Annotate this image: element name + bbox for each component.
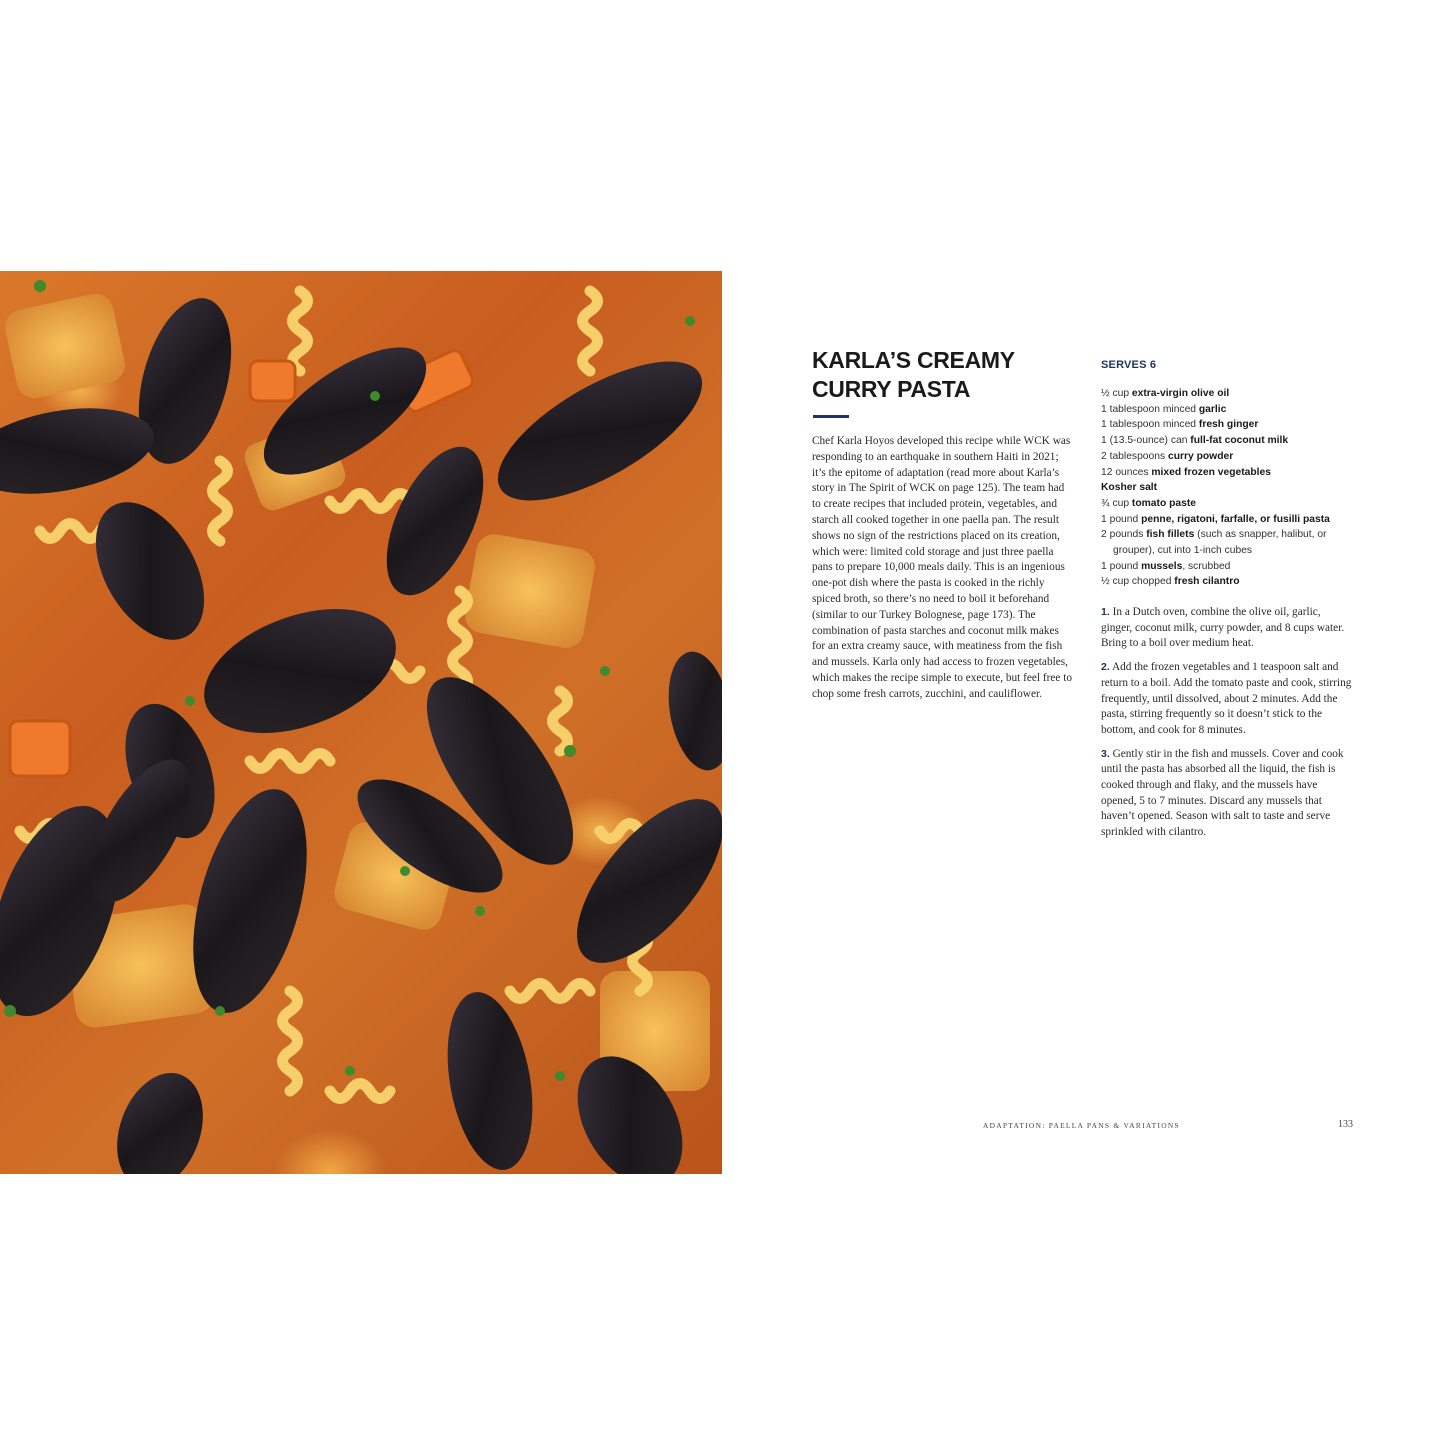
ingredient-item: 1 pound penne, rigatoni, farfalle, or fusilli pasta bbox=[1101, 513, 1330, 525]
method-steps bbox=[1101, 605, 1353, 849]
ingredient-item: 2 tablespoons curry powder bbox=[1101, 450, 1234, 462]
method-step: 2. Add the frozen vegetables and 1 teaspoon salt and return to a boil. Add the tomato paste and cook, stirring frequently, until dissolved, about 2 minutes. Add the pasta, stirring frequently so it doesn’t stick to the bottom, and cook for 8 minutes. bbox=[1101, 661, 1352, 736]
ingredient-item: ½ cup chopped fresh cilantro bbox=[1101, 576, 1240, 588]
ingredient-item: 1 (13.5-ounce) can full-fat coconut milk bbox=[1101, 435, 1289, 447]
dish-photo bbox=[0, 271, 722, 1174]
dish-illustration bbox=[0, 271, 722, 1174]
ingredient-item: ½ cup extra-virgin olive oil bbox=[1101, 388, 1230, 399]
ingredient-item: 1 pound mussels, scrubbed bbox=[1101, 560, 1231, 572]
serves-label: SERVES 6 bbox=[1101, 359, 1157, 371]
ingredient-item: ¾ cup tomato paste bbox=[1101, 497, 1197, 509]
method-step: 3. Gently stir in the fish and mussels. Cover and cook until the pasta has absorbed all the liquid, the fish is cooked through and flaky, and the mussels have opened, 5 to 7 minutes. Discard any mussels that haven’t opened. Season with salt to taste and serve sprinkled with cilantro. bbox=[1101, 747, 1344, 839]
recipe-title bbox=[812, 346, 1072, 404]
ingredient-item: Kosher salt bbox=[1101, 482, 1158, 494]
ingredient-list bbox=[1101, 386, 1351, 590]
title-rule bbox=[813, 415, 849, 418]
recipe-intro: Chef Karla Hoyos developed this recipe while WCK was responding to an earthquake in southern Haiti in 2021; it’s the epitome of adaptation (read more about Karla’s story in The Spirit of WCK on page 125). The team had to create recipes that included protein, vegetables, and starch all cooked together in one paella pan. The result shows no sign of the restrictions placed on its creation, which were: limited cold storage and just three paella pans to prepare 10,000 meals daily. This is an ingenious one-pot dish where the pasta is cooked in the richly spiced broth, so there’s no need to boil it beforehand (similar to our Turkey Bolognese, page 173). The combination of pasta starches and coconut milk makes for an extra creamy sauce, with meatiness from the fish and mussels. Karla only had access to frozen vegetables, which makes the recipe simple to execute, but feel free to chop some fresh carrots, zucchini, and cauliflower. bbox=[812, 435, 1073, 700]
page-number: 133 bbox=[1338, 1119, 1353, 1130]
method-step: 1. In a Dutch oven, combine the olive oil, garlic, ginger, coconut milk, curry powder, and 8 cups water. Bring to a boil over medium heat. bbox=[1101, 606, 1345, 650]
recipe-title-line-1: KARLA’S CREAMY bbox=[812, 347, 1015, 373]
recipe-title-line-2: CURRY PASTA bbox=[812, 376, 971, 402]
running-footer: ADAPTATION: PAELLA PANS & VARIATIONS bbox=[983, 1121, 1180, 1130]
ingredient-item: 2 pounds fish fillets (such as snapper, halibut, or grouper), cut into 1-inch cubes bbox=[1101, 529, 1327, 557]
ingredient-item: 12 ounces mixed frozen vegetables bbox=[1101, 466, 1271, 478]
ingredient-item: 1 tablespoon minced fresh ginger bbox=[1101, 419, 1259, 431]
ingredient-item: 1 tablespoon minced garlic bbox=[1101, 403, 1227, 415]
